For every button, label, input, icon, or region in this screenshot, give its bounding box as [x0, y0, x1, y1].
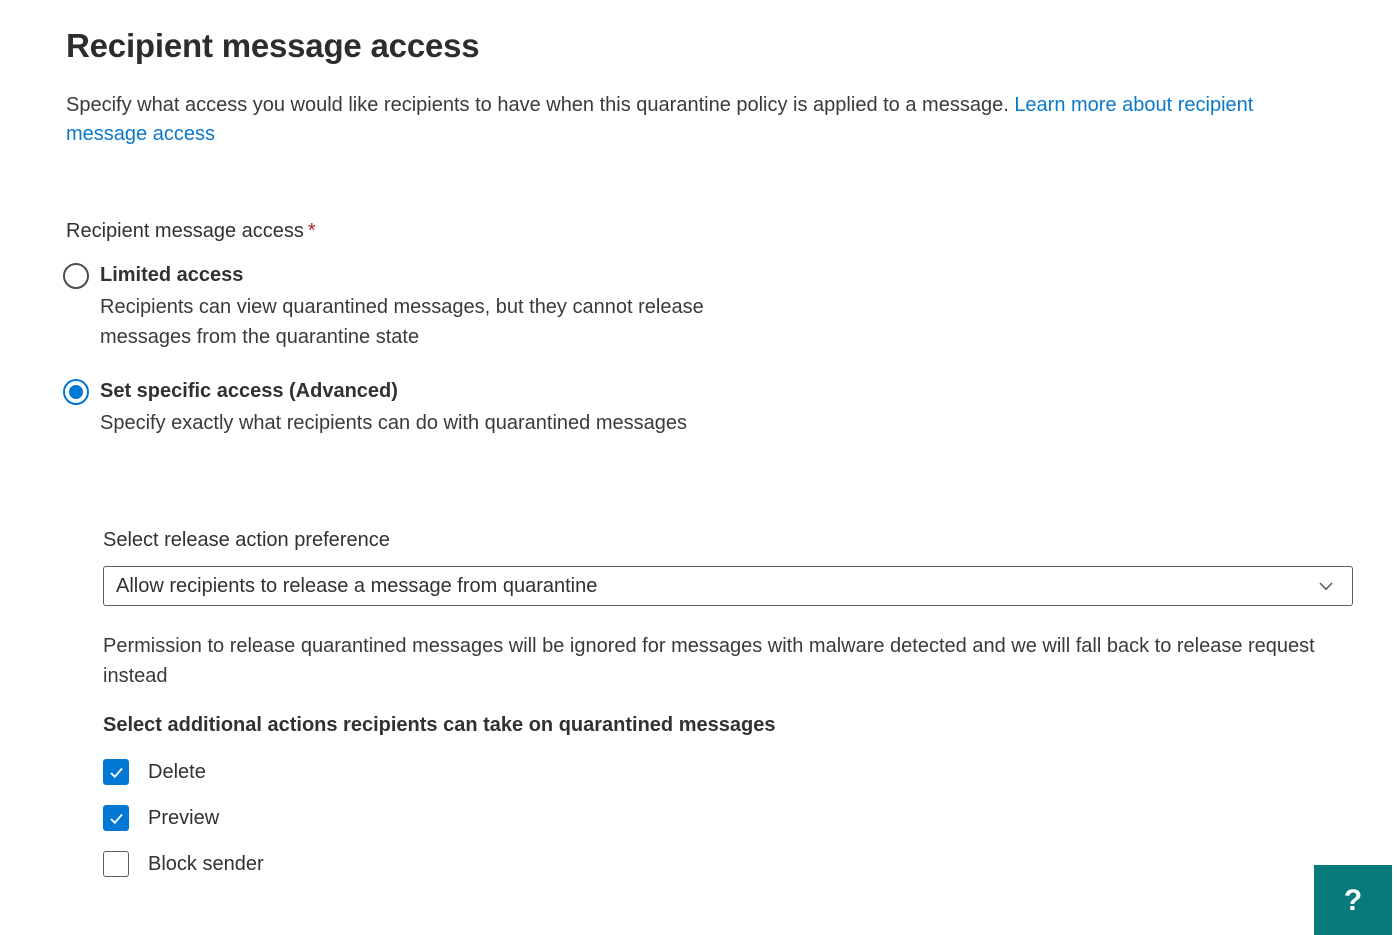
page-description: [66, 91, 1338, 149]
checkbox-row-delete[interactable]: [103, 759, 1353, 785]
radio-option-label: Limited access: [100, 264, 244, 286]
checkbox-checked-icon: [103, 805, 129, 831]
access-field-label: [66, 218, 1358, 244]
advanced-access-section: [103, 528, 1353, 877]
checkbox-label: Delete: [148, 760, 206, 783]
page-description-text: Specify what access you would like recipients to have when this quarantine policy is applied to a message.: [66, 94, 1009, 116]
release-action-label: Select release action preference: [103, 529, 390, 551]
radio-option-limited-access[interactable]: [63, 262, 1358, 352]
radio-option-set-specific-access[interactable]: [63, 378, 1358, 438]
required-asterisk: *: [307, 220, 316, 242]
radio-option-description: Recipients can view quarantined messages, but they cannot release messages from the quarantine state: [100, 296, 704, 348]
checkbox-label: Preview: [148, 806, 220, 829]
radio-button-selected-icon: [63, 379, 89, 405]
access-field-label-text: Recipient message access: [66, 220, 304, 242]
check-icon: [108, 810, 125, 827]
radio-option-label: Set specific access (Advanced): [100, 380, 398, 402]
checkbox-row-preview[interactable]: [103, 805, 1353, 831]
checkbox-unchecked-icon: [103, 851, 129, 877]
radio-button-icon: [63, 263, 89, 289]
checkbox-row-block-sender[interactable]: [103, 851, 1353, 877]
checkbox-label: Block sender: [148, 852, 264, 875]
release-action-dropdown-value: Allow recipients to release a message from quarantine: [116, 574, 598, 597]
radio-option-limited-access-body: [100, 262, 755, 352]
help-icon: ?: [1343, 884, 1363, 917]
check-icon: [108, 764, 125, 781]
radio-option-description: Specify exactly what recipients can do with quarantined messages: [100, 412, 687, 434]
chevron-down-icon: [1316, 576, 1336, 596]
page-title: Recipient message access: [66, 27, 480, 64]
checkbox-checked-icon: [103, 759, 129, 785]
radio-option-set-specific-access-body: [100, 378, 687, 438]
release-action-note: Permission to release quarantined messages will be ignored for messages with malware detected and we will fall back to release request instead: [103, 635, 1315, 687]
additional-actions-label: Select additional actions recipients can take on quarantined messages: [103, 714, 776, 736]
help-button[interactable]: [1314, 865, 1392, 935]
recipient-message-access-panel: [66, 26, 1358, 877]
learn-more-link[interactable]: Learn more about recipient message access: [66, 94, 1254, 145]
release-action-dropdown[interactable]: [103, 566, 1353, 606]
